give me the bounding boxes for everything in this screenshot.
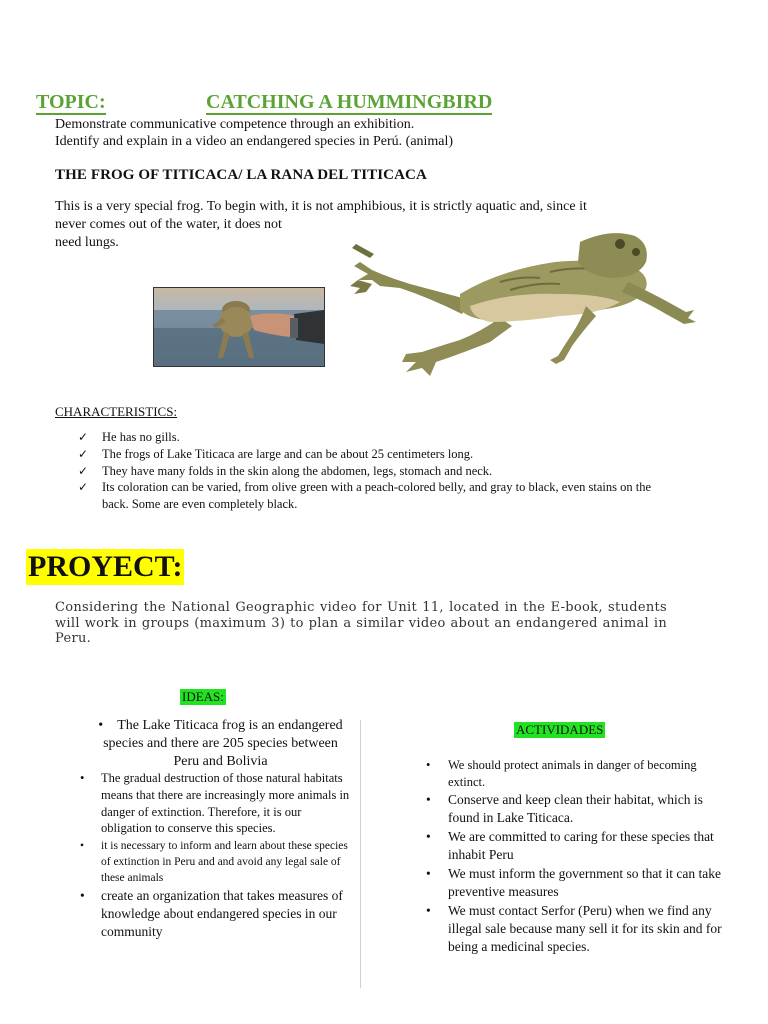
activity-text: We are committed to caring for these species that inhabit Peru (448, 829, 714, 862)
characteristic-text: They have many folds in the skin along the abdomen, legs, stomach and neck. (102, 463, 493, 478)
ideas-list (80, 770, 352, 941)
topic-label: TOPIC: (36, 91, 106, 113)
list-item (78, 479, 678, 513)
project-heading: PROYECT: (28, 550, 183, 583)
idea-text: create an organization that takes measures of knowledge about endangered species in our community (101, 888, 343, 940)
characteristics-list (78, 429, 678, 513)
check-icon: ✓ (78, 480, 89, 495)
bullet-icon: • (80, 840, 85, 853)
activity-text: We must contact Serfor (Peru) when we find any illegal sale because many sell it for its skin and for being a medicinal species. (448, 903, 722, 954)
list-item (80, 838, 352, 886)
list-item (78, 429, 678, 446)
check-icon: ✓ (78, 446, 89, 461)
list-item (426, 791, 726, 827)
characteristic-text: Its coloration can be varied, from olive green with a peach-colored belly, and gray to black, even stains on the back. Some are even completely black. (102, 480, 651, 512)
list-item (426, 902, 726, 956)
list-item (426, 757, 726, 790)
topic-title: CATCHING A HUMMINGBIRD (206, 91, 493, 113)
idea-text: it is necessary to inform and learn about these species of extinction in Peru and and avoid any legal sale of these animals (101, 840, 348, 885)
titicaca-frog-illustration (350, 222, 700, 382)
characteristic-text: The frogs of Lake Titicaca are large and can be about 25 centimeters long. (102, 446, 474, 461)
check-icon: ✓ (78, 463, 89, 478)
ideas-label: IDEAS: (182, 689, 224, 704)
intro-line: This is a very special frog. To begin with, it is not amphibious, it is strictly aquatic and, since it (55, 199, 587, 214)
intro-line: need lungs. (55, 235, 119, 250)
project-description: Considering the National Geographic video for Unit 11, located in the E-book, students will work in groups (maximum 3) to plan a similar video about an endangered animal in Peru. (55, 600, 667, 646)
activity-text: Conserve and keep clean their habitat, which is found in Lake Titicaca. (448, 792, 703, 825)
characteristics-heading: CHARACTERISTICS: (55, 404, 178, 419)
list-item (426, 828, 726, 864)
check-icon: ✓ (78, 430, 89, 444)
characteristic-text: He has no gills. (102, 430, 180, 444)
list-item (80, 770, 352, 837)
intro-line: never comes out of the water, it does not (55, 217, 282, 232)
objective-line: Identify and explain in a video an endangered species in Perú. (animal) (55, 134, 454, 149)
frog-in-hand-photo (153, 287, 325, 367)
activity-text: We should protect animals in danger of becoming extinct. (448, 758, 697, 789)
objective-line: Demonstrate communicative competence through an exhibition. (55, 117, 415, 132)
idea-text: The Lake Titicaca frog is an endangered species and there are 205 species between Peru and Bolivia (103, 718, 343, 769)
bullet-icon: • (80, 888, 85, 904)
activity-text: We must inform the government so that it can take preventive measures (448, 866, 721, 899)
bullet-icon: • (80, 771, 85, 785)
list-item (78, 463, 678, 480)
ideas-item-first (98, 717, 343, 771)
list-item (80, 887, 352, 941)
column-divider (360, 720, 361, 988)
bullet-icon: • (426, 829, 431, 844)
frog-illustration-image (350, 222, 700, 382)
bullet-icon: • (98, 718, 104, 733)
frog-heading: THE FROG OF TITICACA/ LA RANA DEL TITICACA (55, 167, 427, 183)
list-item (78, 446, 678, 463)
bullet-icon: • (426, 758, 431, 772)
activities-label: ACTIVIDADES (516, 722, 604, 737)
bullet-icon: • (426, 866, 431, 881)
frog-in-hand-image (154, 288, 324, 366)
activities-list (426, 757, 726, 956)
idea-text: The gradual destruction of those natural habitats means that there are increasingly more animals in danger of extinction. Therefore, it is our obligation to conserve this species. (101, 771, 350, 836)
bullet-icon: • (426, 903, 431, 918)
bullet-icon: • (426, 792, 431, 807)
list-item (426, 865, 726, 901)
